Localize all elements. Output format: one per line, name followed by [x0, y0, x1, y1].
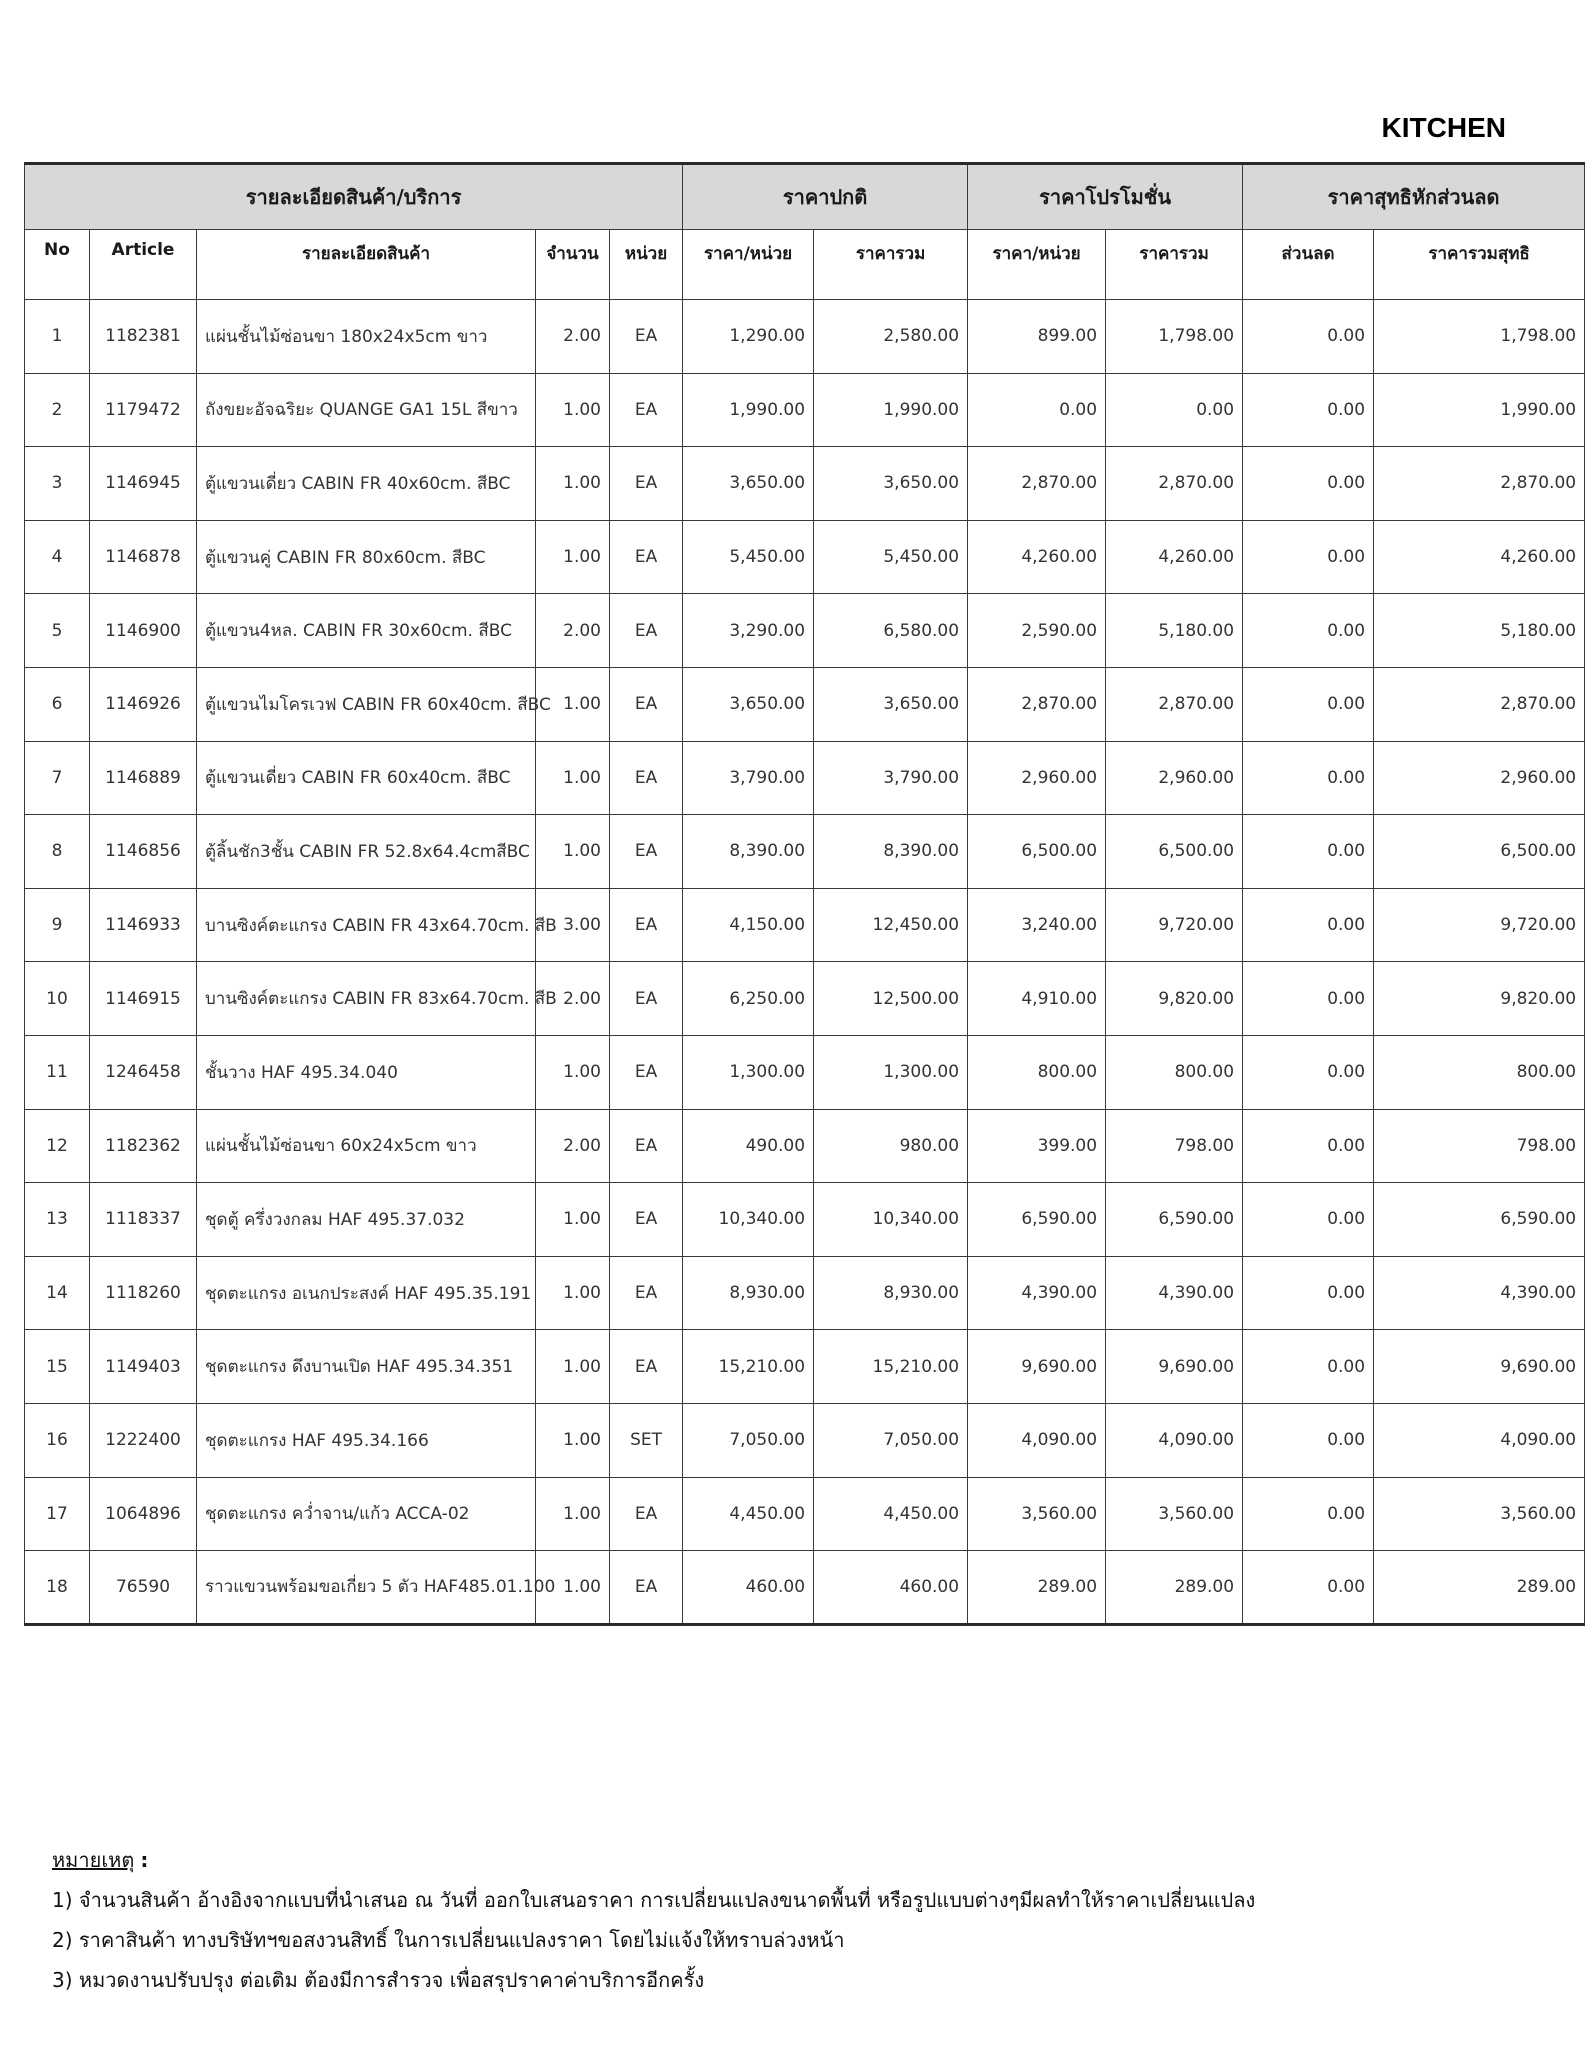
cell-no: 5 [25, 594, 90, 668]
table-row [25, 815, 1585, 889]
col-header-unit: หน่วย [610, 230, 683, 300]
cell-quantity: 1.00 [536, 1403, 610, 1477]
cell-description: ชุดตะแกรง คว่ำจาน/แก้ว ACCA-02 [197, 1477, 536, 1551]
group-header-promo-price: ราคาโปรโมชั่น [968, 164, 1243, 230]
cell-description: แผ่นชั้นไม้ซ่อนขา 60x24x5cm ขาว [197, 1109, 536, 1183]
cell-net-total: 4,090.00 [1374, 1403, 1585, 1477]
cell-article: 1146900 [90, 594, 197, 668]
column-header-row [25, 230, 1585, 300]
cell-net-total: 1,990.00 [1374, 373, 1585, 447]
cell-unit-price: 8,390.00 [683, 815, 814, 889]
cell-net-total: 3,560.00 [1374, 1477, 1585, 1551]
cell-description: ตู้แขวนเดี่ยว CABIN FR 60x40cm. สีBC [197, 741, 536, 815]
cell-net-total: 2,870.00 [1374, 447, 1585, 521]
cell-discount: 0.00 [1243, 1035, 1374, 1109]
cell-unit: EA [610, 888, 683, 962]
table-row [25, 1551, 1585, 1625]
cell-promo-unit-price: 2,960.00 [968, 741, 1106, 815]
cell-no: 8 [25, 815, 90, 889]
cell-article: 1146889 [90, 741, 197, 815]
cell-total: 8,390.00 [814, 815, 968, 889]
cell-description: ชุดตะแกรง ดึงบานเปิด HAF 495.34.351 [197, 1330, 536, 1404]
cell-quantity: 1.00 [536, 1183, 610, 1257]
cell-promo-unit-price: 899.00 [968, 300, 1106, 374]
cell-quantity: 1.00 [536, 520, 610, 594]
cell-quantity: 1.00 [536, 1330, 610, 1404]
table-row [25, 447, 1585, 521]
cell-article: 1146878 [90, 520, 197, 594]
table-row [25, 962, 1585, 1036]
cell-unit: EA [610, 520, 683, 594]
table-row [25, 1330, 1585, 1404]
quotation-table [24, 162, 1585, 1626]
cell-net-total: 800.00 [1374, 1035, 1585, 1109]
cell-no: 12 [25, 1109, 90, 1183]
cell-article: 1118260 [90, 1256, 197, 1330]
cell-discount: 0.00 [1243, 594, 1374, 668]
cell-promo-total: 2,870.00 [1106, 667, 1243, 741]
cell-promo-unit-price: 4,260.00 [968, 520, 1106, 594]
cell-description: ชั้นวาง HAF 495.34.040 [197, 1035, 536, 1109]
cell-unit: EA [610, 1551, 683, 1625]
cell-net-total: 4,390.00 [1374, 1256, 1585, 1330]
cell-net-total: 9,820.00 [1374, 962, 1585, 1036]
cell-article: 1182362 [90, 1109, 197, 1183]
cell-promo-unit-price: 4,910.00 [968, 962, 1106, 1036]
table-row [25, 520, 1585, 594]
cell-net-total: 6,590.00 [1374, 1183, 1585, 1257]
col-header-quantity: จำนวน [536, 230, 610, 300]
cell-unit-price: 460.00 [683, 1551, 814, 1625]
cell-promo-total: 1,798.00 [1106, 300, 1243, 374]
cell-unit: EA [610, 962, 683, 1036]
cell-unit: EA [610, 1330, 683, 1404]
cell-discount: 0.00 [1243, 741, 1374, 815]
cell-total: 12,450.00 [814, 888, 968, 962]
cell-unit-price: 3,290.00 [683, 594, 814, 668]
cell-no: 15 [25, 1330, 90, 1404]
cell-promo-total: 4,260.00 [1106, 520, 1243, 594]
table-row [25, 888, 1585, 962]
cell-unit: EA [610, 373, 683, 447]
cell-net-total: 5,180.00 [1374, 594, 1585, 668]
cell-description: ราวแขวนพร้อมขอเกี่ยว 5 ตัว HAF485.01.100 [197, 1551, 536, 1625]
group-header-net-price: ราคาสุทธิหักส่วนลด [1243, 164, 1585, 230]
cell-promo-unit-price: 3,240.00 [968, 888, 1106, 962]
table-row [25, 667, 1585, 741]
col-header-description: รายละเอียดสินค้า [197, 230, 536, 300]
cell-description: ถังขยะอัจฉริยะ QUANGE GA1 15L สีขาว [197, 373, 536, 447]
cell-unit: EA [610, 815, 683, 889]
cell-quantity: 1.00 [536, 667, 610, 741]
cell-promo-total: 9,690.00 [1106, 1330, 1243, 1404]
cell-quantity: 1.00 [536, 1551, 610, 1625]
cell-no: 17 [25, 1477, 90, 1551]
cell-unit: SET [610, 1403, 683, 1477]
cell-quantity: 1.00 [536, 1477, 610, 1551]
cell-total: 4,450.00 [814, 1477, 968, 1551]
notes-heading: หมายเหตุ [52, 1848, 135, 1872]
cell-discount: 0.00 [1243, 667, 1374, 741]
cell-unit: EA [610, 594, 683, 668]
cell-quantity: 1.00 [536, 447, 610, 521]
cell-article: 1182381 [90, 300, 197, 374]
cell-discount: 0.00 [1243, 520, 1374, 594]
cell-description: ตู้แขวนไมโครเวฟ CABIN FR 60x40cm. สีBC [197, 667, 536, 741]
cell-unit: EA [610, 741, 683, 815]
cell-unit: EA [610, 447, 683, 521]
cell-quantity: 1.00 [536, 373, 610, 447]
cell-net-total: 798.00 [1374, 1109, 1585, 1183]
cell-no: 9 [25, 888, 90, 962]
cell-promo-unit-price: 3,560.00 [968, 1477, 1106, 1551]
cell-discount: 0.00 [1243, 1403, 1374, 1477]
cell-promo-total: 3,560.00 [1106, 1477, 1243, 1551]
cell-net-total: 2,960.00 [1374, 741, 1585, 815]
cell-no: 11 [25, 1035, 90, 1109]
cell-discount: 0.00 [1243, 1109, 1374, 1183]
cell-net-total: 6,500.00 [1374, 815, 1585, 889]
cell-net-total: 2,870.00 [1374, 667, 1585, 741]
cell-promo-total: 9,720.00 [1106, 888, 1243, 962]
table-row [25, 373, 1585, 447]
cell-unit-price: 490.00 [683, 1109, 814, 1183]
cell-promo-total: 9,820.00 [1106, 962, 1243, 1036]
cell-net-total: 1,798.00 [1374, 300, 1585, 374]
cell-unit-price: 5,450.00 [683, 520, 814, 594]
cell-total: 15,210.00 [814, 1330, 968, 1404]
table-row [25, 1477, 1585, 1551]
cell-article: 76590 [90, 1551, 197, 1625]
col-header-promo-total: ราคารวม [1106, 230, 1243, 300]
cell-promo-unit-price: 399.00 [968, 1109, 1106, 1183]
cell-no: 13 [25, 1183, 90, 1257]
cell-quantity: 3.00 [536, 888, 610, 962]
col-header-unit-price: ราคา/หน่วย [683, 230, 814, 300]
cell-promo-unit-price: 289.00 [968, 1551, 1106, 1625]
cell-discount: 0.00 [1243, 815, 1374, 889]
cell-article: 1246458 [90, 1035, 197, 1109]
cell-promo-total: 0.00 [1106, 373, 1243, 447]
note-item: 2) ราคาสินค้า ทางบริษัทฯขอสงวนสิทธิ์ ในการเปลี่ยนแปลงราคา โดยไม่แจ้งให้ทราบล่วงหน้า [52, 1928, 845, 1952]
cell-no: 7 [25, 741, 90, 815]
col-header-total: ราคารวม [814, 230, 968, 300]
cell-unit-price: 4,150.00 [683, 888, 814, 962]
col-header-promo-unit-price: ราคา/หน่วย [968, 230, 1106, 300]
cell-unit-price: 1,290.00 [683, 300, 814, 374]
notes-heading-colon: : [140, 1848, 149, 1872]
cell-quantity: 2.00 [536, 300, 610, 374]
cell-discount: 0.00 [1243, 300, 1374, 374]
table-body [25, 300, 1585, 1625]
col-header-no: No [25, 230, 90, 300]
cell-article: 1222400 [90, 1403, 197, 1477]
cell-unit-price: 1,990.00 [683, 373, 814, 447]
table-row [25, 1256, 1585, 1330]
cell-article: 1146915 [90, 962, 197, 1036]
cell-promo-total: 2,960.00 [1106, 741, 1243, 815]
cell-discount: 0.00 [1243, 1330, 1374, 1404]
cell-description: ชุดตู้ ครึ่งวงกลม HAF 495.37.032 [197, 1183, 536, 1257]
cell-total: 980.00 [814, 1109, 968, 1183]
cell-article: 1146856 [90, 815, 197, 889]
cell-unit: EA [610, 667, 683, 741]
cell-promo-total: 289.00 [1106, 1551, 1243, 1625]
cell-unit-price: 1,300.00 [683, 1035, 814, 1109]
cell-article: 1179472 [90, 373, 197, 447]
table-row [25, 594, 1585, 668]
cell-description: ชุดตะแกรง HAF 495.34.166 [197, 1403, 536, 1477]
cell-article: 1118337 [90, 1183, 197, 1257]
cell-promo-total: 798.00 [1106, 1109, 1243, 1183]
cell-unit-price: 3,650.00 [683, 447, 814, 521]
cell-no: 4 [25, 520, 90, 594]
cell-unit: EA [610, 1256, 683, 1330]
cell-total: 6,580.00 [814, 594, 968, 668]
cell-description: ตู้แขวน4หล. CABIN FR 30x60cm. สีBC [197, 594, 536, 668]
cell-promo-unit-price: 4,090.00 [968, 1403, 1106, 1477]
cell-no: 2 [25, 373, 90, 447]
cell-article: 1146945 [90, 447, 197, 521]
cell-promo-unit-price: 6,500.00 [968, 815, 1106, 889]
cell-discount: 0.00 [1243, 888, 1374, 962]
cell-total: 5,450.00 [814, 520, 968, 594]
note-item: 1) จำนวนสินค้า อ้างอิงจากแบบที่นำเสนอ ณ วันที่ ออกใบเสนอราคา การเปลี่ยนแปลงขนาดพื้นที่ หรือรูปแบบต่างๆมีผลทำให้ราคาเปลี่ยนแปลง [52, 1888, 1256, 1912]
cell-no: 18 [25, 1551, 90, 1625]
col-header-net-total: ราคารวมสุทธิ [1374, 230, 1585, 300]
cell-description: ตู้แขวนเดี่ยว CABIN FR 40x60cm. สีBC [197, 447, 536, 521]
table-row [25, 1035, 1585, 1109]
table-row [25, 1183, 1585, 1257]
table-row [25, 1403, 1585, 1477]
cell-quantity: 2.00 [536, 962, 610, 1036]
cell-promo-unit-price: 2,870.00 [968, 447, 1106, 521]
cell-net-total: 9,690.00 [1374, 1330, 1585, 1404]
cell-unit-price: 6,250.00 [683, 962, 814, 1036]
cell-description: บานซิงค์ตะแกรง CABIN FR 83x64.70cm. สีB [197, 962, 536, 1036]
cell-quantity: 1.00 [536, 815, 610, 889]
cell-discount: 0.00 [1243, 373, 1374, 447]
cell-promo-total: 4,390.00 [1106, 1256, 1243, 1330]
table-row [25, 1109, 1585, 1183]
cell-unit: EA [610, 1183, 683, 1257]
cell-net-total: 4,260.00 [1374, 520, 1585, 594]
cell-unit-price: 4,450.00 [683, 1477, 814, 1551]
cell-no: 6 [25, 667, 90, 741]
notes-section [52, 1840, 1492, 2000]
cell-unit: EA [610, 300, 683, 374]
cell-discount: 0.00 [1243, 1477, 1374, 1551]
page-title: KITCHEN [1381, 112, 1506, 143]
cell-discount: 0.00 [1243, 447, 1374, 521]
cell-unit-price: 15,210.00 [683, 1330, 814, 1404]
cell-description: ตู้แขวนคู่ CABIN FR 80x60cm. สีBC [197, 520, 536, 594]
cell-unit-price: 8,930.00 [683, 1256, 814, 1330]
cell-promo-unit-price: 2,590.00 [968, 594, 1106, 668]
cell-discount: 0.00 [1243, 1256, 1374, 1330]
cell-total: 10,340.00 [814, 1183, 968, 1257]
cell-quantity: 1.00 [536, 1035, 610, 1109]
cell-promo-total: 6,500.00 [1106, 815, 1243, 889]
cell-total: 3,650.00 [814, 667, 968, 741]
cell-net-total: 289.00 [1374, 1551, 1585, 1625]
cell-total: 1,300.00 [814, 1035, 968, 1109]
cell-total: 8,930.00 [814, 1256, 968, 1330]
col-header-discount: ส่วนลด [1243, 230, 1374, 300]
cell-total: 12,500.00 [814, 962, 968, 1036]
cell-total: 1,990.00 [814, 373, 968, 447]
table-row [25, 300, 1585, 374]
cell-unit-price: 3,790.00 [683, 741, 814, 815]
cell-no: 1 [25, 300, 90, 374]
cell-article: 1146933 [90, 888, 197, 962]
cell-article: 1149403 [90, 1330, 197, 1404]
cell-promo-total: 5,180.00 [1106, 594, 1243, 668]
cell-description: บานซิงค์ตะแกรง CABIN FR 43x64.70cm. สีB [197, 888, 536, 962]
cell-unit: EA [610, 1109, 683, 1183]
cell-article: 1064896 [90, 1477, 197, 1551]
cell-promo-unit-price: 6,590.00 [968, 1183, 1106, 1257]
cell-description: แผ่นชั้นไม้ซ่อนขา 180x24x5cm ขาว [197, 300, 536, 374]
col-header-article: Article [90, 230, 197, 300]
cell-total: 7,050.00 [814, 1403, 968, 1477]
group-header-regular-price: ราคาปกติ [683, 164, 968, 230]
cell-promo-total: 800.00 [1106, 1035, 1243, 1109]
cell-promo-total: 4,090.00 [1106, 1403, 1243, 1477]
cell-quantity: 1.00 [536, 1256, 610, 1330]
note-item: 3) หมวดงานปรับปรุง ต่อเติม ต้องมีการสำรวจ เพื่อสรุปราคาค่าบริการอีกครั้ง [52, 1968, 705, 1992]
cell-net-total: 9,720.00 [1374, 888, 1585, 962]
cell-no: 10 [25, 962, 90, 1036]
cell-promo-total: 6,590.00 [1106, 1183, 1243, 1257]
cell-quantity: 2.00 [536, 1109, 610, 1183]
cell-promo-unit-price: 2,870.00 [968, 667, 1106, 741]
notes-heading-line [52, 1840, 1492, 1880]
cell-promo-total: 2,870.00 [1106, 447, 1243, 521]
cell-description: ชุดตะแกรง อเนกประสงค์ HAF 495.35.191 [197, 1256, 536, 1330]
table-row [25, 741, 1585, 815]
cell-description: ตู้ลิ้นชัก3ชั้น CABIN FR 52.8x64.4cmสีBC [197, 815, 536, 889]
cell-quantity: 1.00 [536, 741, 610, 815]
cell-promo-unit-price: 4,390.00 [968, 1256, 1106, 1330]
cell-promo-unit-price: 800.00 [968, 1035, 1106, 1109]
cell-no: 14 [25, 1256, 90, 1330]
cell-unit-price: 7,050.00 [683, 1403, 814, 1477]
cell-total: 460.00 [814, 1551, 968, 1625]
cell-unit-price: 3,650.00 [683, 667, 814, 741]
cell-total: 2,580.00 [814, 300, 968, 374]
cell-no: 3 [25, 447, 90, 521]
cell-total: 3,650.00 [814, 447, 968, 521]
cell-total: 3,790.00 [814, 741, 968, 815]
cell-promo-unit-price: 0.00 [968, 373, 1106, 447]
cell-unit: EA [610, 1035, 683, 1109]
cell-discount: 0.00 [1243, 1551, 1374, 1625]
cell-discount: 0.00 [1243, 1183, 1374, 1257]
cell-quantity: 2.00 [536, 594, 610, 668]
cell-discount: 0.00 [1243, 962, 1374, 1036]
cell-unit: EA [610, 1477, 683, 1551]
cell-promo-unit-price: 9,690.00 [968, 1330, 1106, 1404]
group-header-row [25, 164, 1585, 230]
group-header-product: รายละเอียดสินค้า/บริการ [25, 164, 683, 230]
cell-article: 1146926 [90, 667, 197, 741]
cell-no: 16 [25, 1403, 90, 1477]
cell-unit-price: 10,340.00 [683, 1183, 814, 1257]
